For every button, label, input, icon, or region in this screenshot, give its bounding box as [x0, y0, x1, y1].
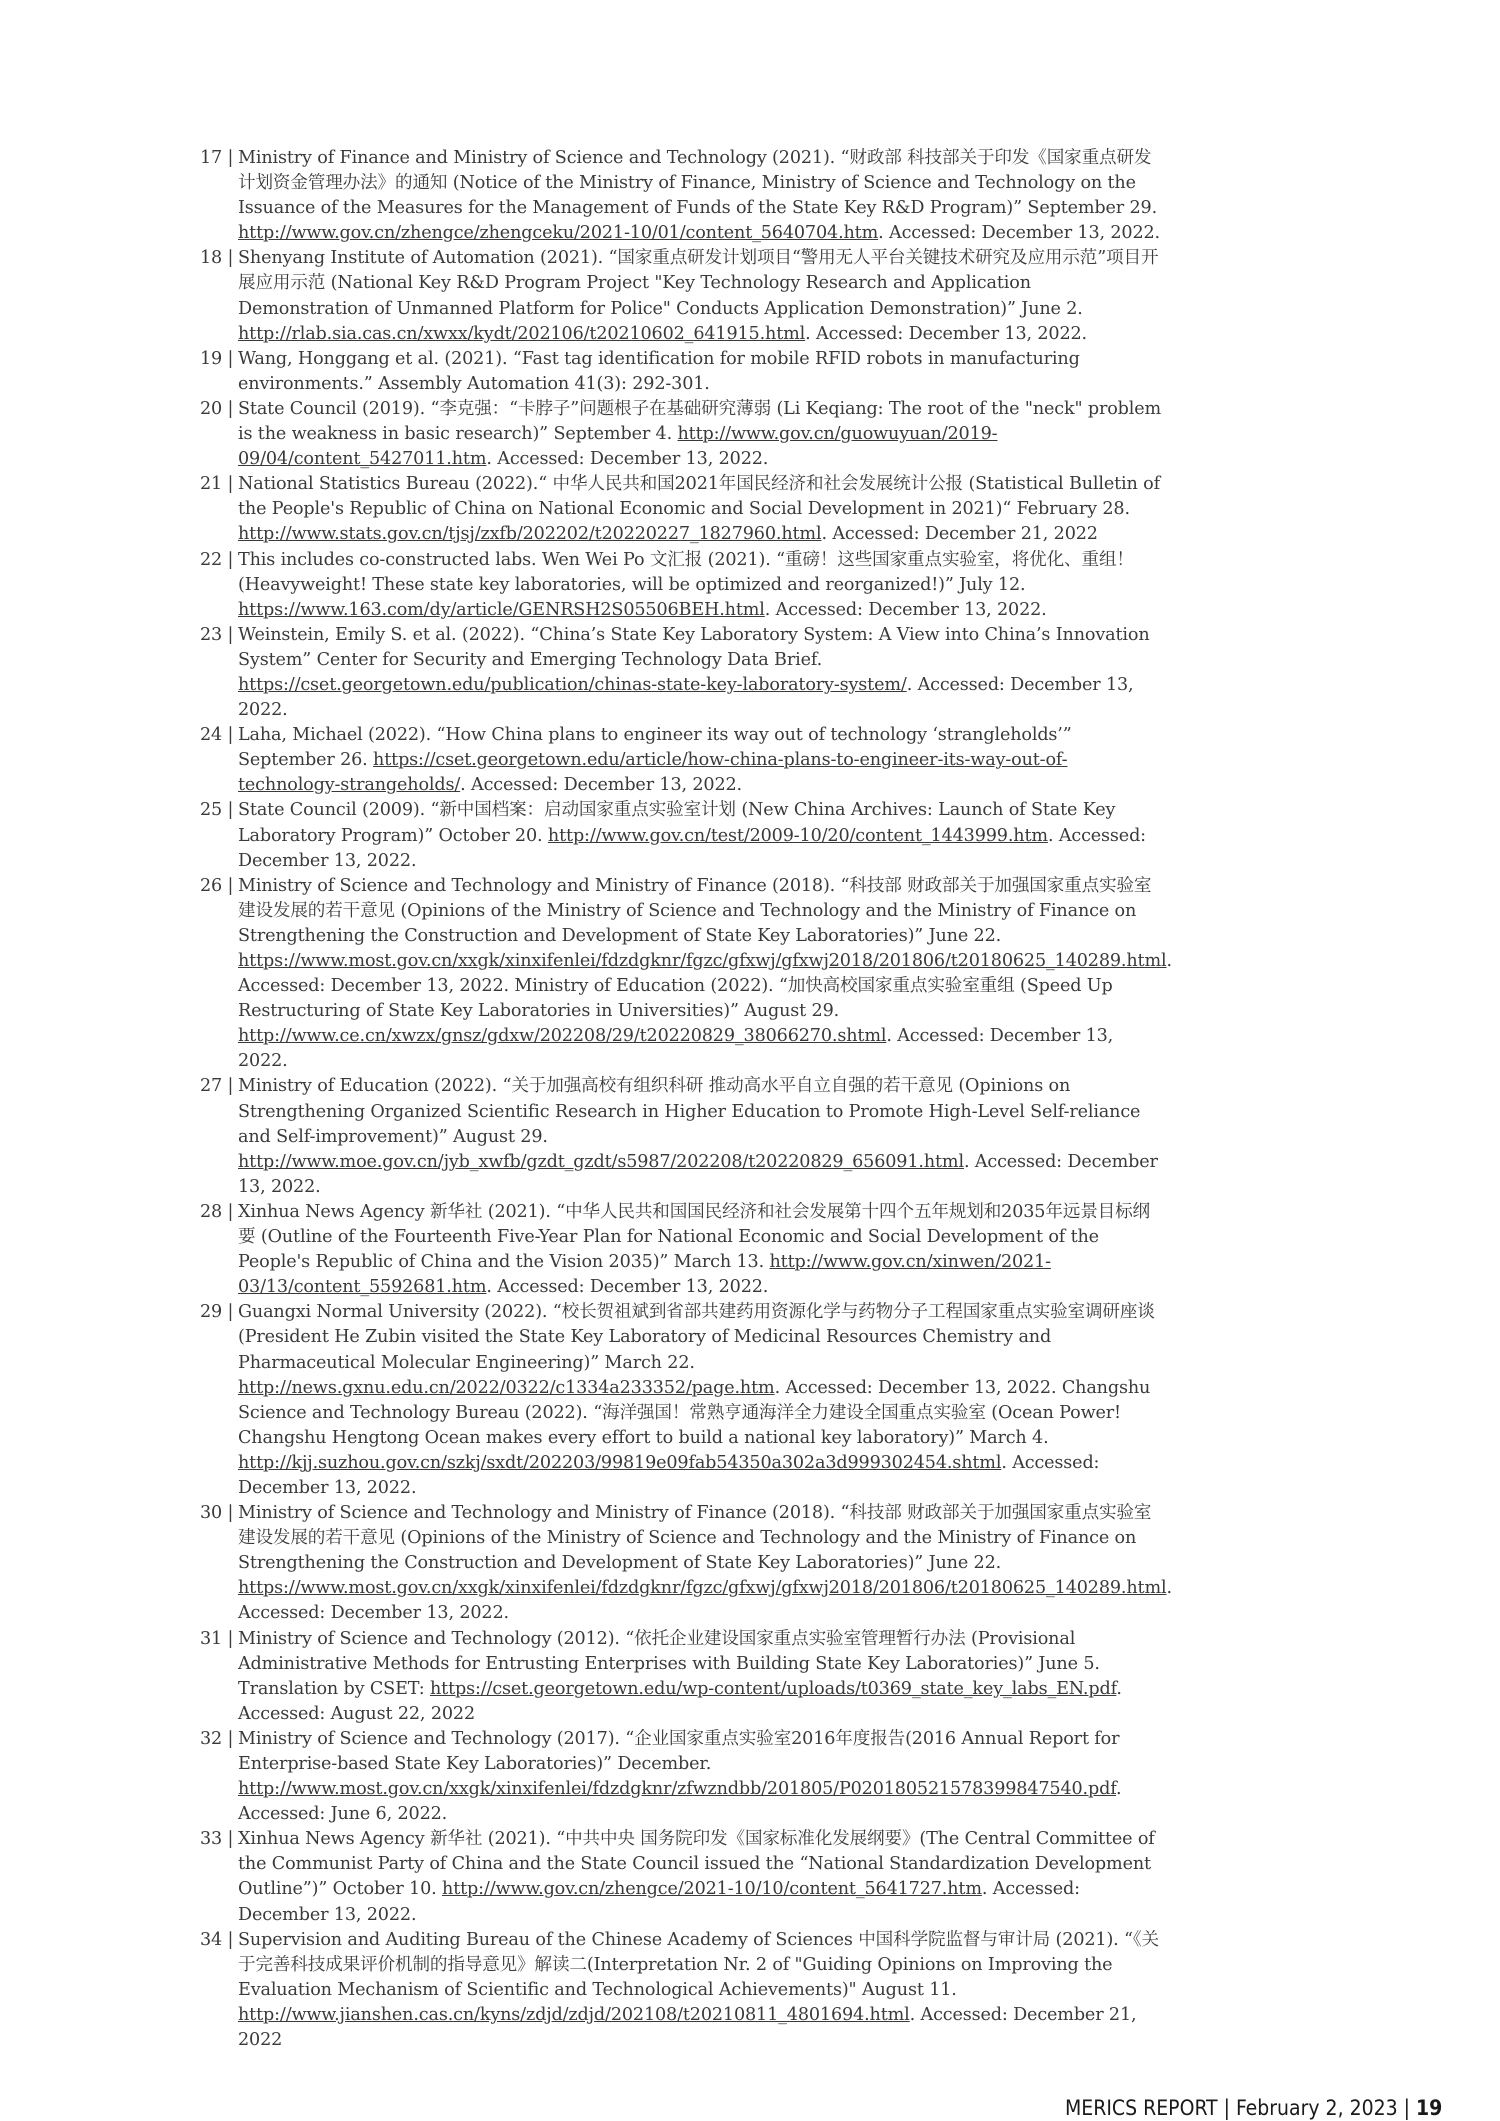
- endnote: [200, 1501, 1172, 1626]
- endnote-text: Ministry of Science and Technology (2012). “依托企业建设国家重点实验室管理暂行办法 (Provisional Administrative Methods for Entrusting Enterprises with Building State Key Laboratories)” June 5. Translation by CSET:: [238, 1628, 1100, 1699]
- endnotes-list: [200, 146, 1172, 2053]
- endnote-link[interactable]: http://www.moe.gov.cn/jyb_xwfb/gzdt_gzdt/s5987/202208/t20220829_656091.html: [238, 1151, 964, 1172]
- endnote-text: State Council (2009). “新中国档案：启动国家重点实验室计划 (New China Archives: Launch of State Key Laboratory Program)” October 20.: [238, 800, 1116, 846]
- endnote-number: 28 |: [200, 1201, 234, 1222]
- endnote-text: . Accessed: December 13, 2022.: [460, 775, 742, 796]
- endnote-text: . Accessed: December 13, 2022.: [238, 825, 1146, 871]
- endnote-text: Guangxi Normal University (2022). “校长贺祖斌到省部共建药用资源化学与药物分子工程国家重点实验室调研座谈 (President He Zubin visited the State Key Laboratory of Medicinal Resources Chemistry and Pharmaceutical Molecular Engineering)” March 22.: [238, 1302, 1155, 1373]
- endnote: [200, 146, 1165, 246]
- endnote-text: Wang, Honggang et al. (2021). “Fast tag identification for mobile RFID robots in manufacturing environments.” Assembly Automation 41(3): 292-301.: [238, 348, 1080, 394]
- endnote-link[interactable]: https://cset.georgetown.edu/publication/chinas-state-key-laboratory-system/: [238, 674, 907, 695]
- endnote-text: Ministry of Finance and Ministry of Science and Technology (2021). “财政部 科技部关于印发《国家重点研发计划资金管理办法》的通知 (Notice of the Ministry of Finance, Ministry of Science and Technology on the Issuance of the Measures for the Management of Funds of the State Key R&D Program)” September 29.: [238, 148, 1158, 219]
- endnote-text: . Accessed: December 13, 2022.: [764, 599, 1047, 620]
- page-number: 19: [1416, 2096, 1443, 2120]
- endnote-link[interactable]: http://www.stats.gov.cn/tjsj/zxfb/202202/t20220227_1827960.html: [238, 524, 822, 545]
- endnote: [200, 246, 1165, 346]
- endnote-text: . Accessed: December 13, 2022.: [805, 323, 1088, 344]
- endnote: [200, 1074, 1165, 1199]
- endnote-text: . Accessed: December 13, 2022.: [486, 1277, 769, 1298]
- endnote-number: 26 |: [200, 875, 234, 896]
- endnote-text: . Accessed: December 21, 2022: [821, 524, 1098, 545]
- endnote-number: 31 |: [200, 1628, 234, 1649]
- endnote: [200, 1627, 1165, 1727]
- endnote: [200, 1827, 1165, 1927]
- endnote-text: . Accessed: December 21, 2022: [238, 2004, 1137, 2051]
- endnote-text: . Accessed: December 13, 2022.: [486, 449, 769, 470]
- endnote-text: Laha, Michael (2022). “How China plans to engineer its way out of technology ‘strangleholds’” September 26.: [238, 725, 1072, 771]
- endnote: [200, 472, 1165, 547]
- endnote-text: . Accessed: December 13, 2022.: [238, 674, 1134, 721]
- endnote-link[interactable]: http://www.gov.cn/xinwen/2021-03/13/content_5592681.htm: [238, 1252, 1051, 1298]
- endnote: [200, 1928, 1165, 2053]
- endnote-number: 18 |: [200, 248, 234, 269]
- endnote-number: 33 |: [200, 1829, 234, 1850]
- footer-divider: |: [1403, 2096, 1411, 2120]
- endnote-text: . Accessed: December 13, 2022.: [238, 1578, 1172, 1624]
- endnote: [200, 623, 1165, 723]
- endnote-number: 21 |: [200, 474, 234, 495]
- endnote-number: 30 |: [200, 1503, 234, 1524]
- endnote-text: . Accessed: December 13, 2022. Ministry of Education (2022). “加快高校国家重点实验室重组 (Speed Up Restructuring of State Key Laboratories in Universities)” August 29.: [238, 951, 1172, 1022]
- endnote-text: National Statistics Bureau (2022).“ 中华人民共和国2021年国民经济和社会发展统计公报 (Statistical Bulletin of the People's Republic of China on National Economic and Social Development in 2021)“ February 28.: [238, 474, 1160, 520]
- endnote-text: . Accessed: December 13, 2022.: [238, 1452, 1100, 1498]
- endnote: [200, 347, 1165, 397]
- endnote-number: 24 |: [200, 725, 234, 746]
- endnote-text: Weinstein, Emily S. et al. (2022). “China’s State Key Laboratory System: A View into China’s Innovation System” Center for Security and Emerging Technology Data Brief.: [238, 624, 1150, 670]
- endnote-text: State Council (2019). “李克强：“卡脖子”问题根子在基础研究薄弱 (Li Keqiang: The root of the "neck" problem is the weakness in basic research)” September 4.: [238, 398, 1162, 445]
- endnote-text: Xinhua News Agency 新华社 (2021). “中共中央 国务院印发《国家标准化发展纲要》(The Central Committee of the Communist Party of China and the State Council issued the “National Standardization Development Outline”)” October 10.: [238, 1829, 1155, 1900]
- endnote-link[interactable]: http://news.gxnu.edu.cn/2022/0322/c1334a233352/page.htm: [238, 1377, 775, 1398]
- endnote-number: 22 |: [200, 549, 234, 570]
- page-footer: [1065, 2096, 1442, 2120]
- endnote-text: This includes co-constructed labs. Wen Wei Po 文汇报 (2021). “重磅！这些国家重点实验室，将优化、重组！(Heavyweight! These state key laboratories, will be optimized and reorganized!)” July 12.: [238, 549, 1134, 595]
- endnote: [200, 548, 1165, 623]
- endnote-text: . Accessed: August 22, 2022: [238, 1678, 1122, 1724]
- endnote: [200, 798, 1165, 873]
- endnote-link[interactable]: http://kjj.suzhou.gov.cn/szkj/sxdt/202203/99819e09fab54350a302a3d999302454.shtml: [238, 1452, 1002, 1473]
- endnote: [200, 1727, 1165, 1827]
- endnote-text: . Accessed: December 13, 2022. Changshu Science and Technology Bureau (2022). “海洋强国！常熟亨通海洋全力建设全国重点实验室 (Ocean Power! Changshu Hengtong Ocean makes every effort to build a national key laboratory)” March 4.: [238, 1377, 1151, 1448]
- endnote-number: 20 |: [200, 398, 234, 419]
- endnote-link[interactable]: https://www.163.com/dy/article/GENRSH2S05506BEH.html: [238, 599, 765, 620]
- report-name: MERICS REPORT: [1065, 2096, 1218, 2120]
- endnote-number: 32 |: [200, 1728, 234, 1749]
- endnote-number: 27 |: [200, 1076, 234, 1097]
- endnote-text: Ministry of Science and Technology and Ministry of Finance (2018). “科技部 财政部关于加强国家重点实验室建设发展的若干意见 (Opinions of the Ministry of Science and Technology and the Ministry of Finance on Strengthening the Construction and Development of State Key Laboratories)” June 22.: [238, 875, 1152, 946]
- endnote: [200, 874, 1172, 1075]
- endnote-link[interactable]: https://www.most.gov.cn/xxgk/xinxifenlei/fdzdgknr/fgzc/gfxwj/gfxwj2018/201806/t20180625_140289.html: [238, 1578, 1167, 1599]
- endnote-link[interactable]: http://www.gov.cn/zhengce/2021-10/10/content_5641727.htm: [442, 1879, 982, 1900]
- endnote-number: 19 |: [200, 348, 234, 369]
- endnote-number: 29 |: [200, 1302, 234, 1323]
- endnote-link[interactable]: http://www.gov.cn/test/2009-10/20/content_1443999.htm: [547, 825, 1048, 846]
- endnote-number: 17 |: [200, 148, 234, 168]
- endnote-text: Ministry of Science and Technology and Ministry of Finance (2018). “科技部 财政部关于加强国家重点实验室建设发展的若干意见 (Opinions of the Ministry of Science and Technology and the Ministry of Finance on Strengthening the Construction and Development of State Key Laboratories)” June 22.: [238, 1503, 1152, 1574]
- endnote-number: 25 |: [200, 800, 234, 821]
- footer-divider: |: [1223, 2096, 1230, 2120]
- endnote-text: Ministry of Education (2022). “关于加强高校有组织科研 推动高水平自立自强的若干意见 (Opinions on Strengthening Organized Scientific Research in Higher Education to Promote High-Level Self-reliance and Self-improvement)” August 29.: [238, 1076, 1141, 1147]
- endnote: [200, 397, 1165, 472]
- endnote-link[interactable]: http://rlab.sia.cas.cn/xwxx/kydt/202106/t20210602_641915.html: [238, 323, 806, 344]
- endnote: [200, 1300, 1165, 1501]
- endnote-link[interactable]: https://cset.georgetown.edu/article/how-china-plans-to-engineer-its-way-out-of-technology-strangeholds/: [238, 750, 1068, 796]
- endnote-text: . Accessed: December 13, 2022.: [238, 1151, 1158, 1197]
- report-date: February 2, 2023: [1235, 2096, 1398, 2120]
- endnote-link[interactable]: http://www.jianshen.cas.cn/kyns/zdjd/zdjd/202108/t20210811_4801694.html: [238, 2004, 910, 2025]
- endnote: [200, 1200, 1165, 1300]
- endnote-text: Xinhua News Agency 新华社 (2021). “中华人民共和国国民经济和社会发展第十四个五年规划和2035年远景目标纲要 (Outline of the Fourteenth Five-Year Plan for National Economic and Social Development of the People's Republic of China and the Vision 2035)” March 13.: [238, 1201, 1151, 1273]
- endnote: [200, 723, 1165, 798]
- endnote-link[interactable]: https://cset.georgetown.edu/wp-content/uploads/t0369_state_key_labs_EN.pdf: [429, 1678, 1117, 1699]
- endnote-text: . Accessed: December 13, 2022.: [238, 1879, 1080, 1925]
- endnote-text: . Accessed: June 6, 2022.: [238, 1779, 1122, 1825]
- endnote-link[interactable]: http://www.most.gov.cn/xxgk/xinxifenlei/fdzdgknr/zfwzndbb/201805/P020180521578399847540.pdf: [238, 1779, 1116, 1800]
- endnote-link[interactable]: http://www.gov.cn/guowuyuan/2019-09/04/content_5427011.htm: [238, 424, 998, 470]
- endnote-link[interactable]: http://www.gov.cn/zhengce/zhengceku/2021-10/01/content_5640704.htm: [238, 223, 879, 244]
- endnote-number: 23 |: [200, 624, 234, 645]
- endnote-link[interactable]: http://www.ce.cn/xwzx/gnsz/gdxw/202208/29/t20220829_38066270.shtml: [238, 1026, 887, 1047]
- endnote-text: Supervision and Auditing Bureau of the Chinese Academy of Sciences 中国科学院监督与审计局 (2021). “《关于完善科技成果评价机制的指导意见》解读二(Interpretation Nr. 2 of "Guiding Opinions on Improving the Evaluation Mechanism of Scientific and Technological Achievements)" August 11.: [238, 1929, 1159, 2000]
- endnote-text: Ministry of Science and Technology (2017). “企业国家重点实验室2016年度报告(2016 Annual Report for Enterprise-based State Key Laboratories)” December.: [238, 1728, 1120, 1774]
- endnote-text: . Accessed: December 13, 2022.: [238, 1026, 1114, 1072]
- endnote-link[interactable]: https://www.most.gov.cn/xxgk/xinxifenlei/fdzdgknr/fgzc/gfxwj/gfxwj2018/201806/t20180625_140289.html: [238, 951, 1167, 971]
- endnote-text: . Accessed: December 13, 2022.: [878, 223, 1160, 244]
- endnote-text: Shenyang Institute of Automation (2021). “国家重点研发计划项目“警用无人平台关键技术研究及应用示范”项目开展应用示范 (National Key R&D Program Project "Key Technology Research and Application Demonstration of Unmanned Platform for Police" Conducts Application Demonstration)” June 2.: [238, 248, 1159, 319]
- endnote-number: 34 |: [200, 1929, 234, 1950]
